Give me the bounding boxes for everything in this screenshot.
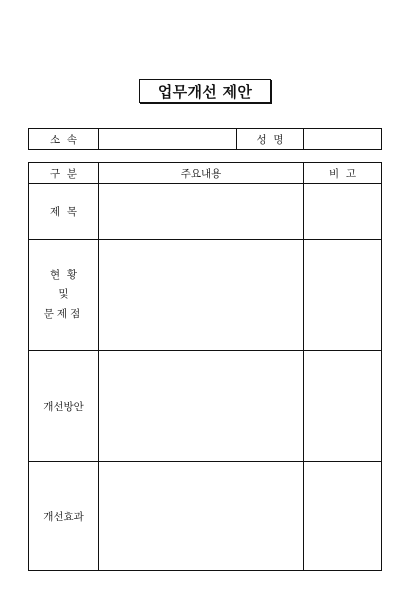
improvement-remarks-field[interactable] bbox=[304, 351, 382, 462]
status-remarks-field[interactable] bbox=[304, 240, 382, 351]
subject-content-field[interactable] bbox=[99, 184, 304, 240]
subject-remarks-field[interactable] bbox=[304, 184, 382, 240]
info-row bbox=[29, 129, 382, 150]
improvement-content-field[interactable] bbox=[99, 351, 304, 462]
document-title-text: 업무개선 제안 bbox=[157, 82, 253, 101]
improvement-plan-label: 개선방안 bbox=[29, 351, 99, 462]
header-row bbox=[29, 163, 382, 184]
status-problems-label: 현 황 및 문제점 bbox=[29, 240, 99, 351]
content-header: 주요내용 bbox=[99, 163, 304, 184]
table-row-effect bbox=[29, 462, 382, 571]
affiliation-field[interactable] bbox=[99, 129, 237, 150]
category-header: 구 분 bbox=[29, 163, 99, 184]
info-table bbox=[28, 128, 382, 150]
improvement-effect-label: 개선효과 bbox=[29, 462, 99, 571]
document-title bbox=[139, 79, 271, 103]
table-row-status bbox=[29, 240, 382, 351]
subject-label: 제 목 bbox=[29, 184, 99, 240]
affiliation-label: 소 속 bbox=[29, 129, 99, 150]
effect-remarks-field[interactable] bbox=[304, 462, 382, 571]
status-content-field[interactable] bbox=[99, 240, 304, 351]
name-label: 성 명 bbox=[237, 129, 304, 150]
main-table bbox=[28, 162, 382, 571]
table-row-subject bbox=[29, 184, 382, 240]
effect-content-field[interactable] bbox=[99, 462, 304, 571]
remarks-header: 비 고 bbox=[304, 163, 382, 184]
name-field[interactable] bbox=[304, 129, 382, 150]
table-row-improvement bbox=[29, 351, 382, 462]
